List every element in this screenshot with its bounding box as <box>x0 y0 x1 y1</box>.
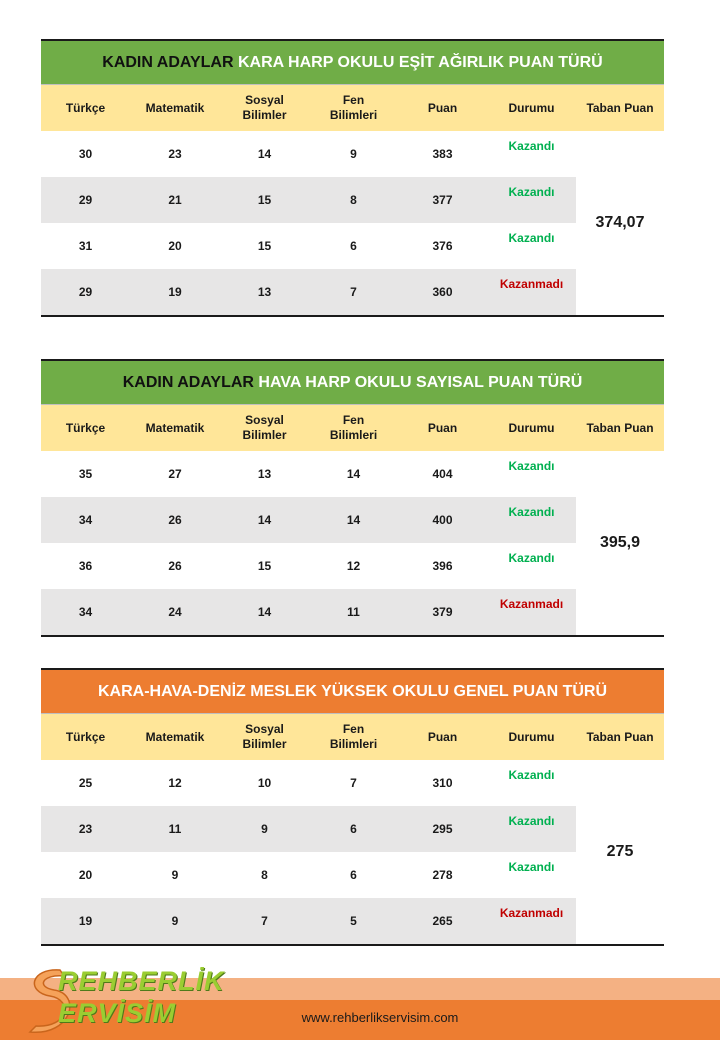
score-cell: 396 <box>432 558 453 573</box>
section-meslek-yuksek <box>41 668 664 946</box>
score-cell: 23 <box>168 146 182 161</box>
score-cell: 9 <box>130 898 220 944</box>
score-cell: 7 <box>350 775 357 790</box>
column-header: Sosyal Bilimler <box>242 93 287 122</box>
column-header: Taban Puan <box>586 420 654 435</box>
score-cell: 27 <box>168 466 182 481</box>
column-header: Puan <box>427 420 458 435</box>
score-cell: 26 <box>168 558 182 573</box>
column-header: Sosyal Bilimler <box>242 413 287 442</box>
score-cell: 310 <box>432 775 453 790</box>
section-title-part2: KARA HARP OKULU EŞİT AĞIRLIK PUAN TÜRÜ <box>233 53 603 71</box>
taban-puan-value: 374,07 <box>576 131 664 315</box>
column-header: Matematik <box>145 729 205 744</box>
section-title-part1: KADIN ADAYLAR <box>122 373 254 391</box>
section-hava-harp <box>41 359 664 637</box>
score-cell: 9 <box>220 806 309 852</box>
section-title-part2: HAVA HARP OKULU SAYISAL PUAN TÜRÜ <box>253 373 583 391</box>
section-title-part1: KARA-HAVA-DENİZ MESLEK YÜKSEK OKULU GENEL PUAN TÜRÜ <box>97 682 608 700</box>
score-cell: 6 <box>350 238 357 253</box>
score-cell: 6 <box>309 806 398 852</box>
score-cell: 26 <box>130 497 220 543</box>
score-cell: 30 <box>78 146 93 161</box>
score-cell: 13 <box>257 466 272 481</box>
score-cell: 295 <box>398 806 487 852</box>
column-header: Puan <box>427 100 458 115</box>
score-cell: 25 <box>78 775 93 790</box>
table-header-row <box>41 714 664 760</box>
table-row <box>41 898 664 944</box>
logo-text-line2: ERVİSİM <box>58 998 177 1028</box>
score-cell: 379 <box>398 589 487 635</box>
score-cell: 15 <box>257 558 272 573</box>
score-cell: 24 <box>130 589 220 635</box>
table-row <box>41 852 664 898</box>
score-cell: 13 <box>220 269 309 315</box>
score-cell: 400 <box>398 497 487 543</box>
status-cell: Kazandı <box>487 497 576 543</box>
logo-text-line1: REHBERLİK <box>58 966 225 996</box>
score-cell: 9 <box>350 146 357 161</box>
table-bottom-rule <box>41 944 664 946</box>
taban-puan-value: 275 <box>576 760 664 944</box>
column-header: Matematik <box>145 420 205 435</box>
score-cell: 265 <box>398 898 487 944</box>
table-bottom-rule <box>41 635 664 637</box>
score-cell: 383 <box>432 146 453 161</box>
table-row <box>41 543 664 589</box>
score-cell: 376 <box>432 238 453 253</box>
column-header: Türkçe <box>65 420 106 435</box>
score-cell: 360 <box>398 269 487 315</box>
table-row <box>41 451 664 497</box>
table-row <box>41 223 664 269</box>
status-cell: Kazanmadı <box>487 898 576 944</box>
status-cell: Kazandı <box>487 177 576 223</box>
score-cell: 14 <box>257 146 272 161</box>
table-row <box>41 497 664 543</box>
section-title <box>41 39 664 85</box>
status-cell: Kazandı <box>508 139 555 153</box>
status-cell: Kazandı <box>508 551 555 565</box>
table-row <box>41 131 664 177</box>
table-bottom-rule <box>41 315 664 317</box>
score-cell: 6 <box>350 867 357 882</box>
score-cell: 35 <box>78 466 93 481</box>
score-cell: 21 <box>130 177 220 223</box>
score-table <box>41 405 664 635</box>
section-title <box>41 359 664 405</box>
score-cell: 20 <box>168 238 182 253</box>
score-cell: 34 <box>41 497 130 543</box>
score-cell: 19 <box>130 269 220 315</box>
column-header: Türkçe <box>65 729 106 744</box>
footer-website-link[interactable]: www.rehberlikservisim.com <box>301 1010 459 1025</box>
column-header: Fen Bilimleri <box>329 722 378 751</box>
score-cell: 8 <box>309 177 398 223</box>
column-header: Durumu <box>508 420 555 435</box>
status-cell: Kazanmadı <box>487 589 576 635</box>
score-cell: 20 <box>78 867 93 882</box>
score-cell: 14 <box>346 466 361 481</box>
score-cell: 34 <box>41 589 130 635</box>
status-cell: Kazandı <box>508 231 555 245</box>
score-cell: 19 <box>41 898 130 944</box>
score-cell: 15 <box>220 177 309 223</box>
table-header-row <box>41 85 664 131</box>
score-cell: 8 <box>261 867 268 882</box>
score-cell: 5 <box>309 898 398 944</box>
score-table <box>41 714 664 944</box>
score-cell: 14 <box>309 497 398 543</box>
table-row <box>41 589 664 635</box>
score-cell: 14 <box>220 497 309 543</box>
column-header: Durumu <box>508 100 555 115</box>
section-title <box>41 668 664 714</box>
score-cell: 12 <box>168 775 182 790</box>
score-cell: 7 <box>220 898 309 944</box>
status-cell: Kazandı <box>508 860 555 874</box>
table-row <box>41 269 664 315</box>
section-kara-harp <box>41 39 664 317</box>
column-header: Türkçe <box>65 100 106 115</box>
score-table <box>41 85 664 315</box>
score-cell: 10 <box>257 775 272 790</box>
table-row <box>41 760 664 806</box>
score-cell: 12 <box>346 558 361 573</box>
score-cell: 36 <box>78 558 93 573</box>
status-cell: Kazandı <box>487 806 576 852</box>
taban-puan-value: 395,9 <box>576 451 664 635</box>
score-cell: 29 <box>41 177 130 223</box>
table-row <box>41 806 664 852</box>
score-cell: 278 <box>432 867 453 882</box>
column-header: Sosyal Bilimler <box>242 722 287 751</box>
column-header: Taban Puan <box>586 729 654 744</box>
score-cell: 31 <box>78 238 93 253</box>
column-header: Puan <box>427 729 458 744</box>
table-header-row <box>41 405 664 451</box>
column-header: Fen Bilimleri <box>329 413 378 442</box>
column-header: Taban Puan <box>586 100 654 115</box>
score-cell: 11 <box>130 806 220 852</box>
score-cell: 15 <box>257 238 272 253</box>
score-cell: 377 <box>398 177 487 223</box>
score-cell: 11 <box>309 589 398 635</box>
score-cell: 7 <box>309 269 398 315</box>
status-cell: Kazanmadı <box>487 269 576 315</box>
status-cell: Kazandı <box>508 768 555 782</box>
section-title-part1: KADIN ADAYLAR <box>102 53 234 71</box>
column-header: Matematik <box>145 100 205 115</box>
status-cell: Kazandı <box>508 459 555 473</box>
table-row <box>41 177 664 223</box>
score-cell: 404 <box>432 466 453 481</box>
score-cell: 23 <box>41 806 130 852</box>
column-header: Fen Bilimleri <box>329 93 378 122</box>
score-cell: 14 <box>220 589 309 635</box>
score-cell: 9 <box>171 867 179 882</box>
column-header: Durumu <box>508 729 555 744</box>
score-cell: 29 <box>41 269 130 315</box>
